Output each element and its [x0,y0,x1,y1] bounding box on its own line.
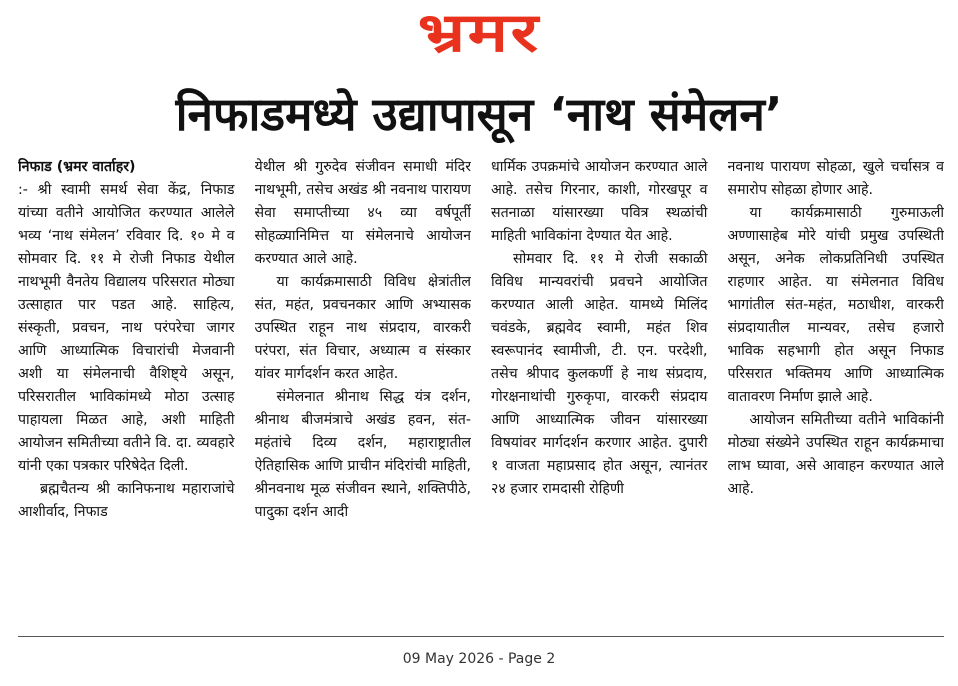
article-column-3 [491,156,708,628]
article-body [18,156,944,628]
article-paragraph: येथील श्री गुरुदेव संजीवन समाधी मंदिर नाथभूमी, तसेच अखंड श्री नवनाथ पारायण सेवा समाप्तीच्या ४५ व्या वर्षपूर्ती सोहळ्यानिमित्त या संमेलनाचे आयोजन करण्यात आले आहे. [254,159,471,267]
article-paragraph: नवनाथ पारायण सोहळा, खुले चर्चासत्र व समारोप सोहळा होणार आहे. [727,159,944,198]
article-paragraph: ब्रह्मचैतन्य श्री कानिफनाथ महाराजांचे आशीर्वाद, निफाड [18,481,235,520]
article-column-1 [18,156,235,628]
page-footer: 09 May 2026 - Page 2 [402,651,556,667]
article-paragraph: या कार्यक्रमासाठी गुरुमाऊली अण्णासाहेब मोरे यांची प्रमुख उपस्थिती असून, अनेक लोकप्रतिनिधी उपस्थित राहणार आहेत. या संमेलनात विविध भागांतील संत-महंत, मठाधीश, वारकरी संप्रदायातील मान्यवर, तसेच हजारो भाविक सहभागी होत असून निफाड परिसरात भक्तिमय आणि आध्यात्मिक वातावरण निर्माण झाले आहे. [727,205,944,405]
article-column-2 [255,156,472,628]
footer-divider [18,636,944,637]
article-paragraph: सोमवार दि. ११ मे रोजी सकाळी विविध मान्यवरांची प्रवचने आयोजित करण्यात आली आहेत. यामध्ये मिलिंद चवंडके, ब्रह्मवेद स्वामी, महंत शिव स्वरूपानंद स्वामीजी, टी. एन. परदेशी, तसेच श्रीपाद कुलकर्णी हे नाथ संप्रदाय, गोरक्षनाथांची गुरुकृपा, वारकरी संप्रदाय आणि आध्यात्मिक जीवन यांसारख्या विषयांवर मार्गदर्शन करणार आहेत. दुपारी १ वाजता महाप्रसाद होत असून, त्यानंतर २४ हजार रामदासी रोहिणी [491,251,708,497]
dateline: निफाड (भ्रमर वार्ताहर) [18,159,136,175]
article-paragraph: या कार्यक्रमासाठी विविध क्षेत्रांतील संत, महंत, प्रवचनकार आणि अभ्यासक उपस्थित राहून नाथ संप्रदाय, वारकरी परंपरा, संत विचार, अध्यात्म व संस्कार यांवर मार्गदर्शन करत आहेत. [254,274,471,382]
newspaper-logo: भ्रमर [417,1,541,64]
article-paragraph: धार्मिक उपक्रमांचे आयोजन करण्यात आले आहे. तसेच गिरनार, काशी, गोरखपूर व सतनाळा यांसारख्या पवित्र स्थळांची माहिती भाविकांना देण्यात येत आहे. [491,159,708,244]
masthead [0,2,958,64]
headline: निफाडमध्ये उद्यापासून ‘नाथ संमेलन’ [175,87,783,141]
article-paragraph: संमेलनात श्रीनाथ सिद्ध यंत्र दर्शन, श्रीनाथ बीजमंत्राचे अखंड हवन, संत-महंतांचे दिव्य दर्शन, महाराष्ट्रातील ऐतिहासिक आणि प्राचीन मंदिरांची माहिती, श्रीनवनाथ मूळ संजीवन स्थाने, शक्तिपीठे, पादुका दर्शन आदी [254,389,471,520]
article-column-4 [728,156,945,628]
paragraph-text: :- श्री स्वामी समर्थ सेवा केंद्र, निफाड यांच्या वतीने आयोजित करण्यात आलेले भव्य ‘नाथ संमेलन’ रविवार दि. १० मे व सोमवार दि. ११ मे रोजी निफाड येथील नाथभूमी वैनतेय विद्यालय परिसरात मोठ्या उत्साहात पार पडत आहे. साहित्य, संस्कृती, प्रवचन, नाथ परंपरेचा जागर आणि आध्यात्मिक विचारांची मेजवानी अशी या संमेलनाची वैशिष्ट्ये असून, परिसरातील भाविकांमध्ये मोठा उत्साह पाहायला मिळत आहे, अशी माहिती आयोजन समितीच्या वतीने वि. दा. व्यवहारे यांनी एका पत्रकार परिषेदेत दिली. [18,182,235,474]
article-paragraph: आयोजन समितीच्या वतीने भाविकांनी मोठ्या संख्येने उपस्थित राहून कार्यक्रमाचा लाभ घ्यावा, असे आवाहन करण्यात आले आहे. [727,412,944,497]
article-paragraph [18,156,235,478]
